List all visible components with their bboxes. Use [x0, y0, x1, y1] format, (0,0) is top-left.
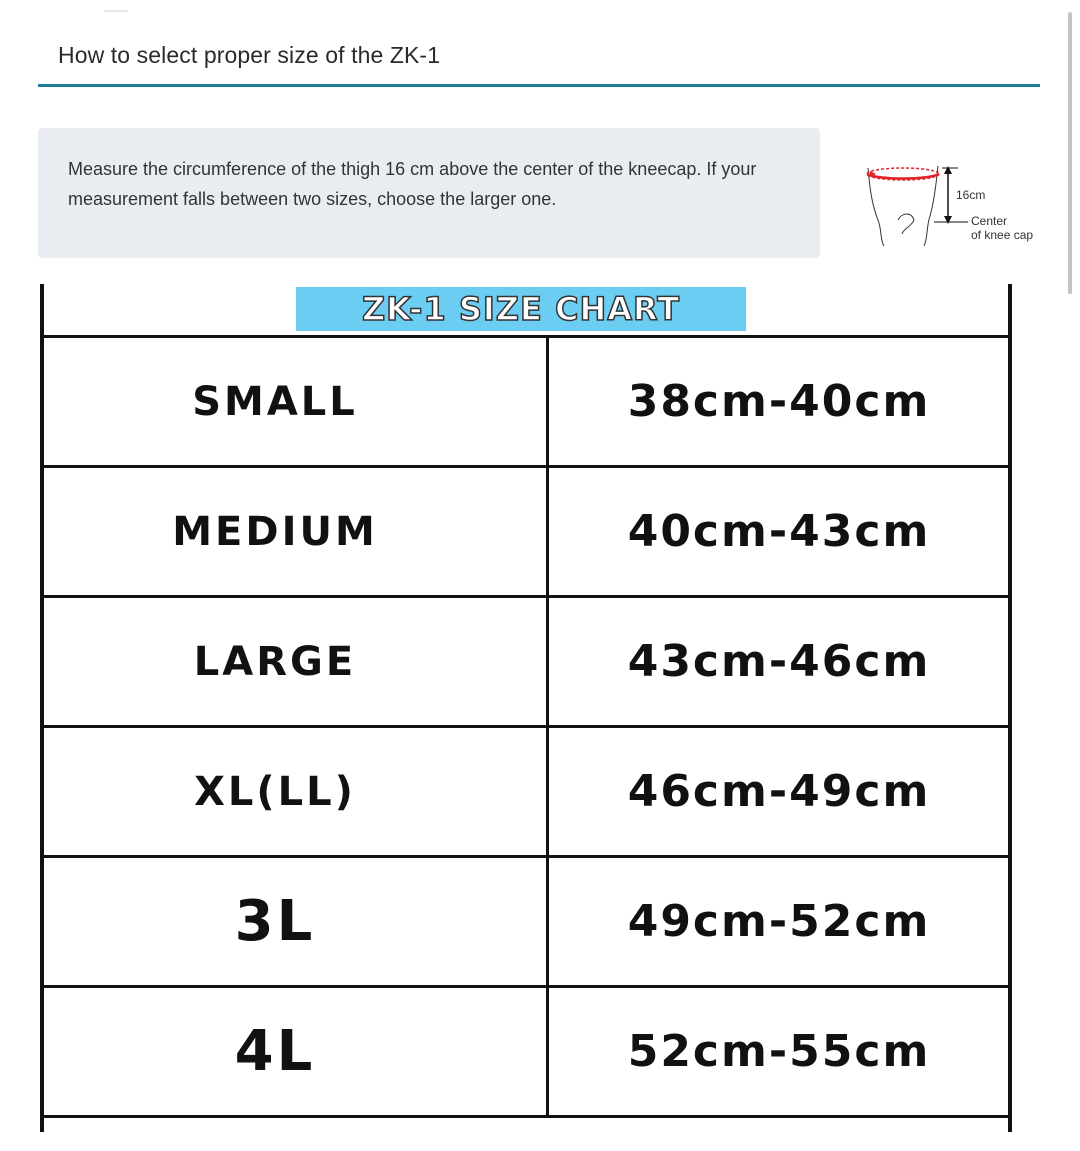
size-label: 4L: [42, 987, 548, 1117]
table-row: [42, 727, 1011, 857]
size-range: 52cm-55cm: [548, 987, 1011, 1117]
table-row: [42, 337, 1011, 467]
distance-label: 16cm: [956, 188, 986, 202]
chart-title: ZK-1 SIZE CHART: [296, 287, 746, 331]
instruction-box: [38, 128, 820, 258]
top-notch: [104, 10, 128, 12]
scrollbar[interactable]: [1068, 12, 1072, 294]
size-range: 40cm-43cm: [548, 467, 1011, 597]
size-label: 3L: [42, 857, 548, 987]
table-row: [42, 467, 1011, 597]
table-row: [42, 987, 1011, 1117]
center-label-line1: Center: [971, 214, 1008, 228]
page-title: How to select proper size of the ZK-1: [58, 42, 441, 68]
size-label: SMALL: [42, 337, 548, 467]
size-chart: [36, 284, 1020, 1134]
size-label: MEDIUM: [42, 467, 548, 597]
title-divider: [38, 84, 1040, 87]
size-range: 43cm-46cm: [548, 597, 1011, 727]
size-range: 46cm-49cm: [548, 727, 1011, 857]
center-label-line2: of knee cap: [971, 228, 1034, 242]
table-row: [42, 857, 1011, 987]
size-table: [40, 335, 1012, 1118]
size-range: 38cm-40cm: [548, 337, 1011, 467]
instruction-text: Measure the circumference of the thigh 16 cm above the center of the kneecap. If your measurement falls between two sizes, choose the larger one.: [68, 159, 757, 209]
table-row: [42, 597, 1011, 727]
knee-measurement-diagram: [858, 150, 1048, 250]
size-label: LARGE: [42, 597, 548, 727]
size-label: XL(LL): [42, 727, 548, 857]
size-range: 49cm-52cm: [548, 857, 1011, 987]
